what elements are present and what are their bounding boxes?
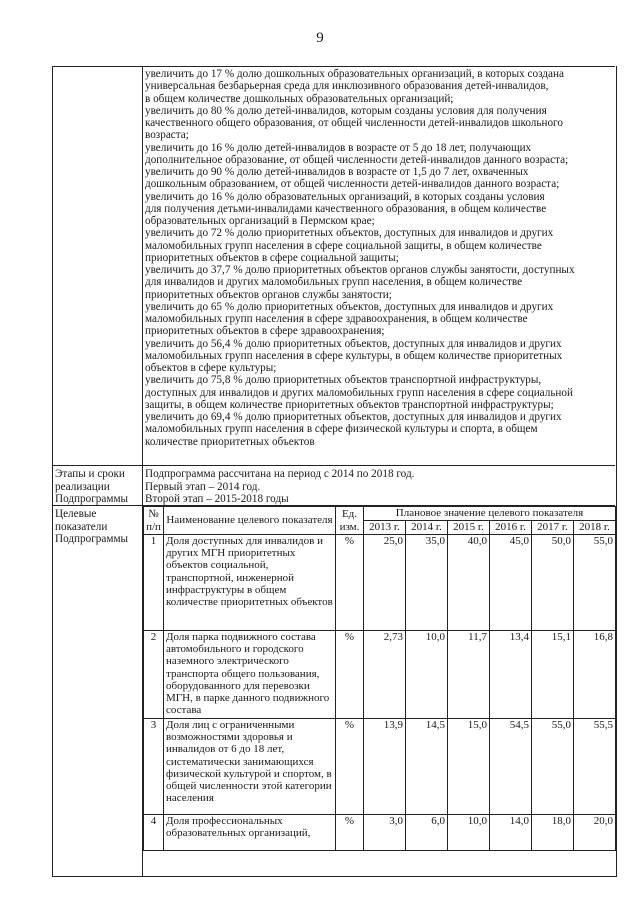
goal-line: качественного общего образования, от общей численности детей-инвалидов школьного bbox=[145, 117, 563, 129]
row-value: 25,0 bbox=[364, 535, 406, 631]
row-divider-top bbox=[52, 66, 615, 67]
goal-line: маломобильных групп населения в сфере культуры, в общем количестве приоритетных bbox=[145, 349, 563, 362]
row-unit: % bbox=[336, 719, 364, 815]
goal-line: приоритетных объектов в сфере здравоохранения; bbox=[145, 325, 385, 338]
row-divider-goals bbox=[52, 465, 615, 466]
indicators-label-line: Подпрограммы bbox=[55, 533, 129, 545]
row-value: 54,5 bbox=[490, 719, 532, 815]
header-year: 2018 г. bbox=[574, 521, 616, 535]
goal-line: увеличить до 16 % долю детей-инвалидов в возрасте от 5 до 18 лет, получающих bbox=[145, 141, 532, 154]
stages-line: Второй этап – 2015-2018 годы bbox=[145, 493, 289, 505]
goal-line: увеличить до 75,8 % долю приоритетных объектов транспортной инфраструктуры, bbox=[145, 374, 542, 387]
row-value: 15,0 bbox=[448, 719, 490, 815]
goal-line: возраста; bbox=[145, 129, 189, 142]
stages-line: Подпрограмма рассчитана на период с 2014 по 2018 год. bbox=[145, 468, 415, 480]
stages-line: Первый этап – 2014 год. bbox=[145, 480, 261, 493]
row-value: 35,0 bbox=[406, 535, 448, 631]
stages-label-line: Подпрограммы bbox=[55, 493, 129, 505]
row-name: Доля парка подвижного состава автомобильного и городского наземного электрического транспорта общего пользования, оборудованного для перевозки МГН, в парке данного подвижного состава bbox=[164, 631, 336, 719]
goal-line: дополнительное образование, от общей численности детей-инвалидов данного возраста; bbox=[145, 153, 569, 166]
indicators-label bbox=[55, 508, 128, 546]
row-value: 2,73 bbox=[364, 631, 406, 719]
row-unit: % bbox=[336, 631, 364, 719]
row-value: 55,0 bbox=[574, 535, 616, 631]
goal-line: универсальная безбарьерная среда для инклюзивного образования детей-инвалидов, bbox=[145, 80, 549, 93]
header-year: 2017 г. bbox=[532, 521, 574, 535]
row-value: 45,0 bbox=[490, 535, 532, 631]
column-divider bbox=[142, 66, 143, 507]
goal-line: дошкольным образованием, от общей численности детей-инвалидов данного возраста; bbox=[145, 178, 560, 191]
goal-line: количестве приоритетных объектов bbox=[145, 435, 315, 448]
row-num: 4 bbox=[144, 815, 164, 851]
goal-line: маломобильных групп населения в сфере социальной защиты, в общем количестве bbox=[145, 239, 542, 252]
goal-line: увеличить до 17 % долю дошкольных образовательных организаций, в которых создана bbox=[145, 68, 564, 80]
row-value: 16,8 bbox=[574, 631, 616, 719]
row-value: 20,0 bbox=[574, 815, 616, 851]
goal-line: увеличить до 16 % долю образовательных организаций, в которых созданы условия bbox=[145, 190, 545, 203]
row-num: 1 bbox=[144, 535, 164, 631]
goal-line: увеличить до 72 % долю приоритетных объектов, доступных для инвалидов и других bbox=[145, 227, 554, 240]
header-year: 2013 г. bbox=[364, 521, 406, 535]
goals-cell bbox=[145, 68, 611, 448]
goal-line: доступных для инвалидов и других маломобильных групп населения в сфере социальной bbox=[145, 386, 574, 399]
goal-line: увеличить до 90 % долю детей-инвалидов в возрасте от 1,5 до 7 лет, охваченных bbox=[145, 166, 529, 178]
header-year: 2015 г. bbox=[448, 521, 490, 535]
stages-label bbox=[55, 468, 128, 506]
goal-line: для получения детьми-инвалидами качественного образования, в общем количестве bbox=[145, 202, 547, 215]
row-unit: % bbox=[336, 815, 364, 851]
indicators-label-line: показатели bbox=[55, 520, 108, 533]
goal-line: для инвалидов и других маломобильных групп населения, в общем количестве bbox=[145, 276, 523, 289]
goal-line: приоритетных объектов органов службы занятости; bbox=[145, 288, 392, 301]
row-num: 2 bbox=[144, 631, 164, 719]
goal-line: увеличить до 37,7 % долю приоритетных объектов органов службы занятости, доступных bbox=[145, 264, 575, 276]
goal-line: образовательных организаций в Пермском крае; bbox=[145, 215, 375, 227]
stages-text bbox=[145, 468, 414, 506]
goal-line: увеличить до 65 % долю приоритетных объектов, доступных для инвалидов и других bbox=[145, 300, 554, 313]
stages-label-line: Этапы и сроки bbox=[55, 468, 125, 480]
header-plan: Плановое значение целевого показателя bbox=[364, 507, 616, 521]
goal-line: маломобильных групп населения в сфере здравоохранения, в общем количестве bbox=[145, 313, 528, 325]
row-value: 40,0 bbox=[448, 535, 490, 631]
goal-line: защиты, в общем количестве приоритетных объектов транспортной инфраструктуры; bbox=[145, 398, 554, 411]
header-name: Наименование целевого показателя bbox=[164, 507, 336, 535]
row-value: 6,0 bbox=[406, 815, 448, 851]
goal-line: увеличить до 69,4 % долю приоритетных объектов, доступных для инвалидов и других bbox=[145, 411, 562, 423]
row-value: 10,0 bbox=[448, 815, 490, 851]
row-value: 3,0 bbox=[364, 815, 406, 851]
goal-line: увеличить до 80 % долю детей-инвалидов, которым созданы условия для получения bbox=[145, 104, 547, 117]
row-unit: % bbox=[336, 535, 364, 631]
row-value: 14,5 bbox=[406, 719, 448, 815]
table-row bbox=[144, 815, 616, 851]
row-value: 13,9 bbox=[364, 719, 406, 815]
row-value: 13,4 bbox=[490, 631, 532, 719]
row-value: 10,0 bbox=[406, 631, 448, 719]
indicators-table bbox=[143, 506, 616, 851]
table-row bbox=[144, 719, 616, 815]
row-name: Доля доступных для инвалидов и других МГН приоритетных объектов социальной, транспортной, инженерной инфраструктуры в общем количестве приоритетных объектов bbox=[164, 535, 336, 631]
row-value: 55,5 bbox=[574, 719, 616, 815]
row-num: 3 bbox=[144, 719, 164, 815]
page-number: 9 bbox=[316, 30, 324, 46]
table-row bbox=[144, 535, 616, 631]
row-value: 15,1 bbox=[532, 631, 574, 719]
table-row bbox=[144, 631, 616, 719]
row-value: 50,0 bbox=[532, 535, 574, 631]
goal-line: маломобильных групп населения в сфере физической культуры и спорта, в общем bbox=[145, 423, 538, 436]
row-name: Доля лиц с ограниченными возможностями здоровья и инвалидов от 6 до 18 лет, систематически занимающихся физической культурой и спортом, в общей численности этой категории населения bbox=[164, 719, 336, 815]
goal-line: объектов в сфере культуры; bbox=[145, 362, 277, 374]
row-value: 18,0 bbox=[532, 815, 574, 851]
indicators-label-line: Целевые bbox=[55, 508, 97, 520]
header-num: № п/п bbox=[144, 507, 164, 535]
header-unit: Ед. изм. bbox=[336, 507, 364, 535]
row-name: Доля профессиональных образовательных организаций, bbox=[164, 815, 336, 851]
row-value: 14,0 bbox=[490, 815, 532, 851]
goal-line: в общем количестве дошкольных образовательных организаций; bbox=[145, 92, 454, 105]
header-year: 2016 г. bbox=[490, 521, 532, 535]
stages-label-line: реализации bbox=[55, 480, 110, 493]
row-value: 11,7 bbox=[448, 631, 490, 719]
header-year: 2014 г. bbox=[406, 521, 448, 535]
goal-line: увеличить до 56,4 % долю приоритетных объектов, доступных для инвалидов и других bbox=[145, 337, 562, 350]
goal-line: приоритетных объектов в сфере социальной защиты; bbox=[145, 251, 399, 264]
row-value: 55,0 bbox=[532, 719, 574, 815]
